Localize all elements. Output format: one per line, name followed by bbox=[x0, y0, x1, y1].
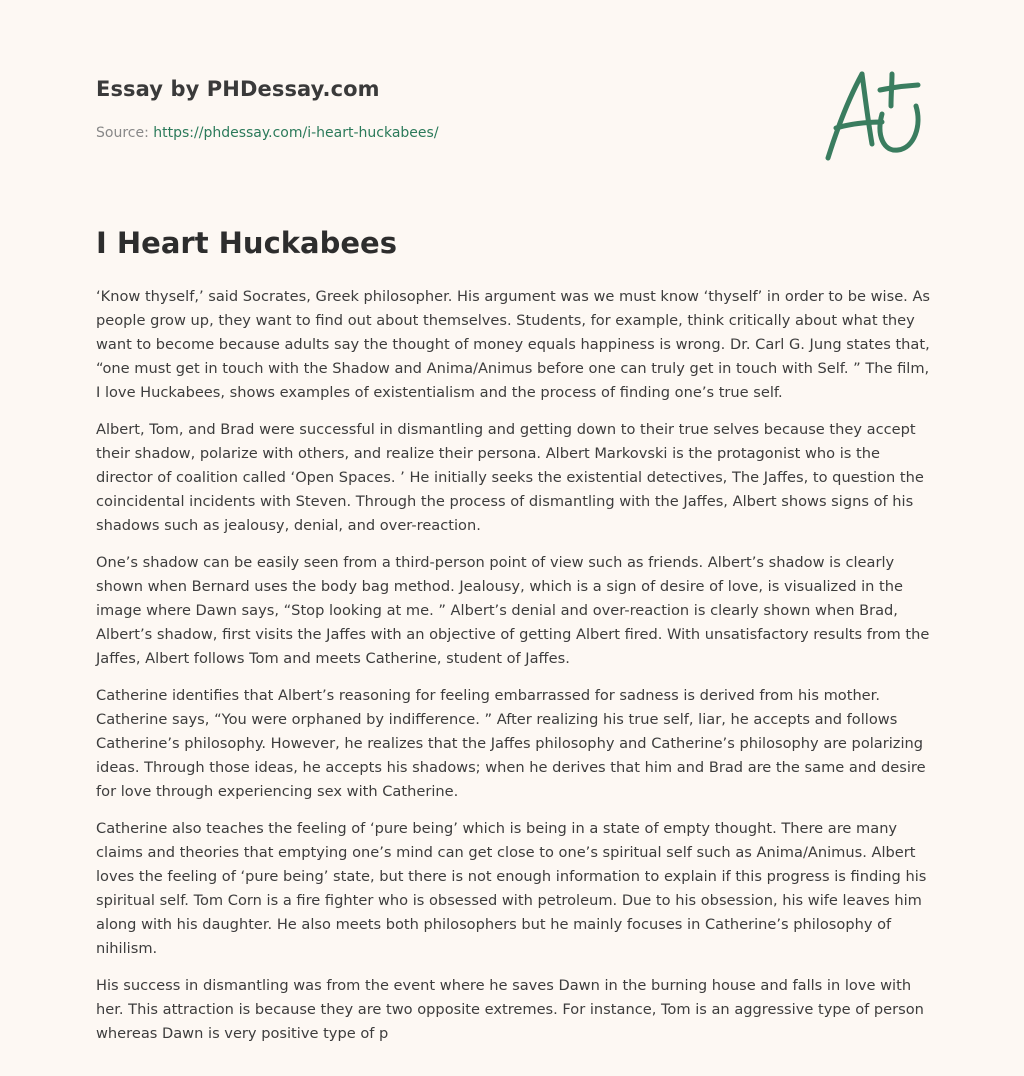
source-line bbox=[96, 125, 439, 141]
a-plus-logo-icon bbox=[818, 66, 930, 166]
essay-paragraph: Catherine identifies that Albert’s reasoning for feeling embarrassed for sadness is derived from his mother. Catherine says, “You were orphaned by indifference. ” After realizing his true self, liar, he accepts and follows Catherine’s philosophy. However, he realizes that the Jaffes philosophy and Catherine’s philosophy are polarizing ideas. Through those ideas, he accepts his shadows; when he derives that him and Brad are the same and desire for love through experiencing sex with Catherine. bbox=[96, 687, 926, 800]
essay-paragraph: His success in dismantling was from the event where he saves Dawn in the burning house and falls in love with her. This attraction is because they are two opposite extremes. For instance, Tom is an aggressive type of person whereas Dawn is very positive type of p bbox=[96, 977, 924, 1042]
essay-paragraph: Albert, Tom, and Brad were successful in dismantling and getting down to their true selves because they accept their shadow, polarize with others, and realize their persona. Albert Markovski is the protagonist who is the director of coalition called ‘Open Spaces. ’ He initially seeks the existential detectives, The Jaffes, to question the coincidental incidents with Steven. Through the process of dismantling with the Jaffes, Albert shows signs of his shadows such as jealousy, denial, and over-reaction. bbox=[96, 421, 924, 534]
essay-title: I Heart Huckabees bbox=[96, 226, 397, 260]
essay-paragraph: Catherine also teaches the feeling of ‘pure being’ which is being in a state of empty thought. There are many claims and theories that emptying one’s mind can get close to one’s spiritual self such as Anima/Animus. Albert loves the feeling of ‘pure being’ state, but there is not enough information to explain if this progress is finding his spiritual self. Tom Corn is a fire fighter who is obsessed with petroleum. Due to his obsession, his wife leaves him along with his daughter. He also meets both philosophers but he mainly focuses in Catherine’s philosophy of nihilism. bbox=[96, 820, 927, 957]
essay-paragraph: ‘Know thyself,’ said Socrates, Greek philosopher. His argument was we must know ‘thyself’ in order to be wise. As people grow up, they want to find out about themselves. Students, for example, think critically about what they want to become because adults say the thought of money equals happiness is wrong. Dr. Carl G. Jung states that, “one must get in touch with the Shadow and Anima/Animus before one can truly get in touch with Self. ” The film, I love Huckabees, shows examples of existentialism and the process of finding one’s true self. bbox=[96, 288, 931, 401]
source-label: Source: bbox=[96, 125, 154, 141]
essay-body bbox=[96, 285, 932, 1059]
site-brand: Essay by PHDessay.com bbox=[96, 77, 380, 101]
essay-paragraph: One’s shadow can be easily seen from a third-person point of view such as friends. Albert’s shadow is clearly shown when Bernard uses the body bag method. Jealousy, which is a sign of desire of love, is visualized in the image where Dawn says, “Stop looking at me. ” Albert’s denial and over-reaction is clearly shown when Brad, Albert’s shadow, first visits the Jaffes with an objective of getting Albert fired. With unsatisfactory results from the Jaffes, Albert follows Tom and meets Catherine, student of Jaffes. bbox=[96, 554, 930, 667]
source-link[interactable]: https://phdessay.com/i-heart-huckabees/ bbox=[153, 125, 439, 141]
